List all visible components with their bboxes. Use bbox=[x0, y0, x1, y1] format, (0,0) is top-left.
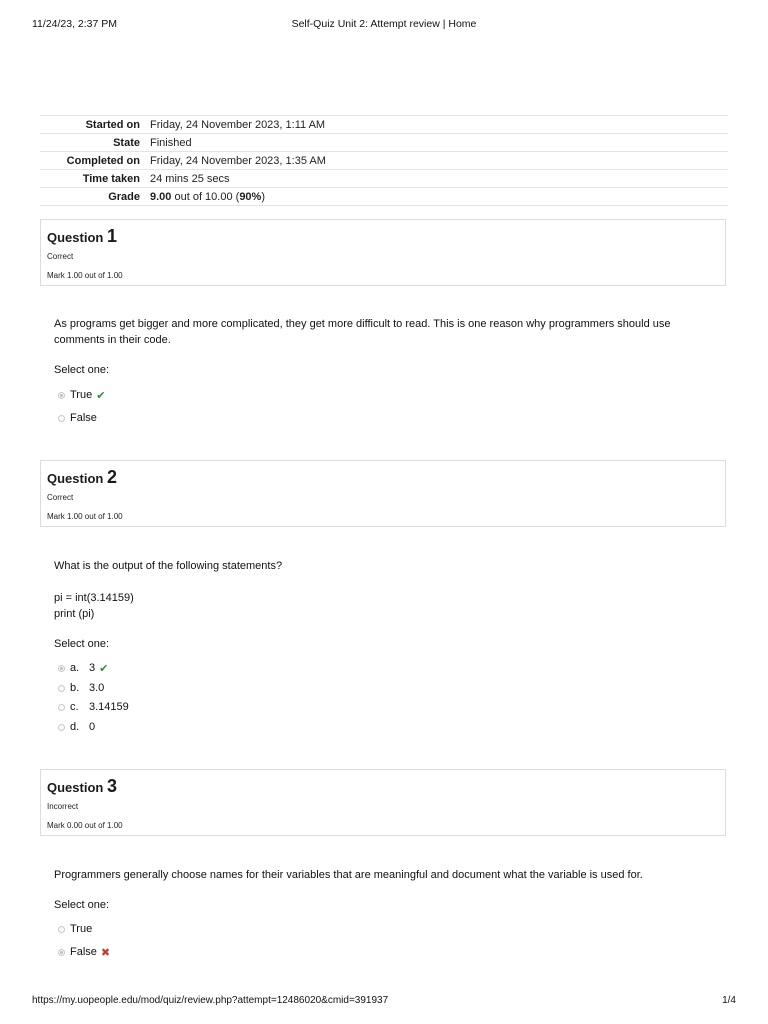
summary-row-started bbox=[40, 116, 728, 134]
state-value: Finished bbox=[150, 134, 728, 152]
radio-icon[interactable] bbox=[58, 704, 65, 711]
question-2-answer-c[interactable] bbox=[58, 699, 129, 715]
radio-icon[interactable] bbox=[58, 685, 65, 692]
question-1-answer-true[interactable] bbox=[58, 387, 105, 403]
question-number: 2 bbox=[106, 467, 117, 487]
summary-row-completed bbox=[40, 152, 728, 170]
question-2-prompt: Select one: bbox=[54, 638, 110, 650]
radio-icon[interactable] bbox=[58, 724, 65, 731]
time-taken-label: Time taken bbox=[40, 170, 150, 188]
print-datetime: 11/24/23, 2:37 PM bbox=[32, 18, 118, 30]
answer-letter: d. bbox=[70, 721, 80, 733]
grade-score: 9.00 bbox=[150, 190, 172, 203]
answer-label: 3.14159 bbox=[89, 701, 129, 713]
answer-label: 3.0 bbox=[89, 682, 105, 694]
question-2-answer-d[interactable] bbox=[58, 719, 95, 735]
question-prefix: Question bbox=[47, 230, 107, 245]
question-1-prompt: Select one: bbox=[54, 364, 110, 376]
radio-icon[interactable] bbox=[58, 415, 65, 422]
question-1-title bbox=[47, 226, 117, 247]
state-label: State bbox=[40, 134, 150, 152]
answer-label: 0 bbox=[89, 721, 96, 733]
radio-icon[interactable] bbox=[58, 926, 65, 933]
radio-selected-icon[interactable] bbox=[58, 392, 65, 399]
time-taken-value: 24 mins 25 secs bbox=[150, 170, 728, 188]
question-2-answer-a[interactable] bbox=[58, 660, 108, 676]
question-2-mark: Mark 1.00 out of 1.00 bbox=[47, 512, 123, 521]
print-page-title: Self-Quiz Unit 2: Attempt review | Home bbox=[291, 18, 477, 30]
print-footer bbox=[32, 995, 736, 1009]
print-url[interactable]: https://my.uopeople.edu/mod/quiz/review.php?attempt=12486020&cmid=391937 bbox=[32, 995, 389, 1006]
completed-on-label: Completed on bbox=[40, 152, 150, 170]
radio-selected-icon[interactable] bbox=[58, 949, 65, 956]
summary-row-time bbox=[40, 170, 728, 188]
grade-close: ) bbox=[261, 190, 266, 203]
answer-letter: b. bbox=[70, 682, 80, 694]
answer-label: False bbox=[70, 946, 97, 958]
grade-percent: 90% bbox=[239, 190, 262, 203]
question-1-answer-false[interactable] bbox=[58, 410, 97, 426]
print-header bbox=[32, 18, 736, 32]
question-number: 3 bbox=[106, 776, 117, 796]
print-page-number: 1/4 bbox=[722, 995, 736, 1006]
question-1-mark: Mark 1.00 out of 1.00 bbox=[47, 271, 123, 280]
question-2-code-line-1: pi = int(3.14159) bbox=[54, 592, 134, 604]
answer-letter: c. bbox=[70, 701, 79, 713]
answer-label: 3 bbox=[89, 662, 96, 674]
question-3-info bbox=[40, 769, 726, 836]
question-3-mark: Mark 0.00 out of 1.00 bbox=[47, 821, 123, 830]
answer-letter: a. bbox=[70, 662, 80, 674]
question-3-answer-true[interactable] bbox=[58, 921, 92, 937]
question-prefix: Question bbox=[47, 780, 107, 795]
started-on-label: Started on bbox=[40, 116, 150, 134]
question-2-info bbox=[40, 460, 726, 527]
radio-selected-icon[interactable] bbox=[58, 665, 65, 672]
question-3-title bbox=[47, 776, 117, 797]
question-1-text: As programs get bigger and more complicated, they get more difficult to read. This is one reason why programmers should use comments in their code. bbox=[54, 318, 671, 346]
question-number: 1 bbox=[106, 226, 117, 246]
question-prefix: Question bbox=[47, 471, 107, 486]
grade-out-of: out of 10.00 ( bbox=[171, 190, 240, 203]
question-1-info bbox=[40, 219, 726, 286]
summary-row-grade bbox=[40, 188, 728, 206]
cross-icon: ✖ bbox=[100, 946, 111, 959]
question-3-state: Incorrect bbox=[47, 802, 79, 811]
question-2-text: What is the output of the following statements? bbox=[54, 560, 283, 572]
question-1-state: Correct bbox=[47, 252, 74, 261]
question-2-title bbox=[47, 467, 117, 488]
summary-row-state bbox=[40, 134, 728, 152]
grade-label: Grade bbox=[40, 188, 150, 206]
question-3-answer-false[interactable] bbox=[58, 944, 110, 960]
answer-label: True bbox=[70, 923, 93, 935]
grade-value bbox=[150, 188, 728, 206]
question-2-answer-b[interactable] bbox=[58, 680, 104, 696]
question-3-text: Programmers generally choose names for their variables that are meaningful and document what the variable is used for. bbox=[54, 869, 643, 881]
question-2-code-line-2: print (pi) bbox=[54, 608, 95, 620]
started-on-value: Friday, 24 November 2023, 1:11 AM bbox=[150, 116, 728, 134]
attempt-summary-table bbox=[40, 115, 728, 206]
question-2-state: Correct bbox=[47, 493, 74, 502]
completed-on-value: Friday, 24 November 2023, 1:35 AM bbox=[150, 152, 728, 170]
question-3-prompt: Select one: bbox=[54, 899, 110, 911]
answer-label: False bbox=[70, 412, 97, 424]
answer-label: True bbox=[70, 389, 93, 401]
check-icon: ✔ bbox=[99, 662, 109, 675]
check-icon: ✔ bbox=[96, 389, 106, 402]
